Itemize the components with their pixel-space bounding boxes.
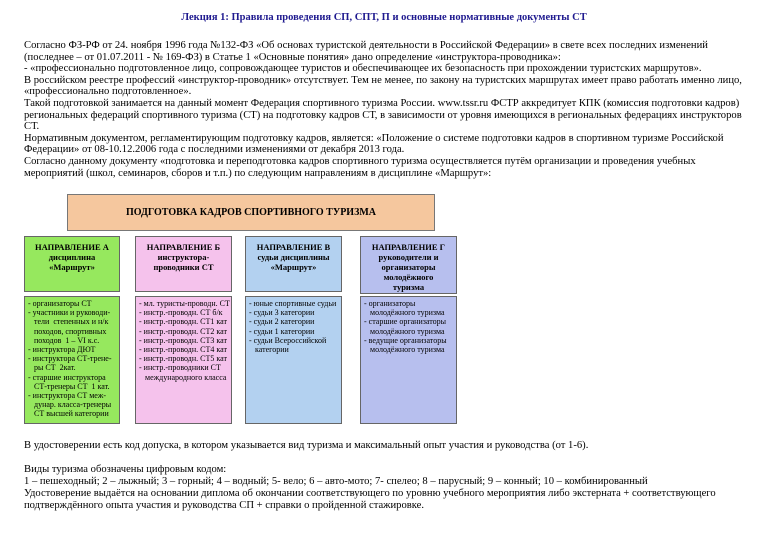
paragraph: Согласно ФЗ-РФ от 24. ноября 1996 года №132-ФЗ «Об основах туристской деятельности в Российской Федерации» в свете всех последних изменений (последнее – от 01.07.2011 - № 169-ФЗ) в Статье 1 «Основные понятия» дано определение «инструктора-проводника»: xyxy=(24,40,708,63)
heading-line: «Маршрут» xyxy=(49,262,95,272)
list-item: дунар. класса-тренеры xyxy=(28,400,112,410)
list-item: - юные спортивные судьи xyxy=(249,299,337,308)
intro-text xyxy=(24,40,746,179)
list-item: молодёжного туризма xyxy=(364,345,445,355)
heading-line: руководители и xyxy=(378,252,439,262)
list-item: - инстр.-проводн. СТ2 кат xyxy=(139,326,227,336)
list-item: - инстр.-проводники СТ xyxy=(139,363,221,373)
list-item: СТ-тренеры СТ 1 кат. xyxy=(28,381,110,391)
list-item: - участники и руководи- xyxy=(28,308,111,318)
paragraph: Нормативным документом, регламентирующим подготовку кадров, является: «Положение о системе подготовки кадров в спортивном туризме Российской Федерации» от 08-10.12.2006 года с последними изменениями от декабря 2013 года. xyxy=(24,132,724,156)
list-item: - инстр.-проводн. СТ1 кат xyxy=(139,317,227,327)
heading-line: НАПРАВЛЕНИЕ В xyxy=(256,242,331,252)
footer-paragraph: Виды туризма обозначены цифровым кодом: xyxy=(24,464,227,475)
direction-c-heading xyxy=(245,236,342,292)
footer-paragraph: В удостоверении есть код допуска, в котором указывается вид туризма и максимальный опыт участия и руководства (от 1-6). xyxy=(24,440,589,451)
list-item: - инструктора СТ-трене- xyxy=(28,354,112,364)
heading-line: организаторы xyxy=(381,262,436,272)
heading-line: дисциплина xyxy=(48,252,96,262)
list-item: - мл. туристы-проводн. СТ xyxy=(139,299,230,308)
footer-paragraph: Удостоверение выдаётся на основании диплома об окончании соответствующего по уровню учебного мероприятия либо экстерната + соответствующего подтверждённого опыта участия и руководства СП + справки о пройденной стажировке. xyxy=(24,488,716,511)
list-item: - инстр.-проводн. СТ3 кат xyxy=(139,335,227,345)
heading-line: инструктора- xyxy=(157,252,210,262)
list-item: - старшие организаторы xyxy=(364,317,447,327)
heading-line: молодёжного xyxy=(383,272,434,282)
list-item: молодёжного туризма xyxy=(364,308,445,318)
list-item: - инстр.-проводн. СТ4 кат xyxy=(139,345,227,355)
direction-c-list xyxy=(245,296,342,424)
heading-line: НАПРАВЛЕНИЕ Б xyxy=(146,242,221,252)
list-item: - инстр.-проводн. СТ5 кат xyxy=(139,354,227,364)
list-item: - ведущие организаторы xyxy=(364,335,447,345)
list-item: международного класса xyxy=(139,372,227,382)
paragraph: Согласно данному документу «подготовка и переподготовка кадров спортивного туризма осуществляется путём организации и проведения учебных мероприятий (школ, семинаров, сборов и т.п.) по следующим направлениям в дисциплине «Маршрут»: xyxy=(24,155,696,179)
list-item: - старшие инструктора xyxy=(28,372,106,382)
list-item: - судьи 1 категории xyxy=(249,326,315,336)
list-item: - организаторы xyxy=(364,299,416,308)
paragraph: - «профессионально подготовленное лицо, сопровождающее туристов и обеспечивающее их безопасность при прохождении туристских маршрутов». xyxy=(24,63,702,75)
direction-b-list xyxy=(135,296,232,424)
paragraph: В российском реестре профессий «инструктор-проводник» отсутствует. Тем не менее, по закону на туристских маршрутах имеет право работать именно лицо, «профессионально подготовленное». xyxy=(24,74,742,98)
list-item: - организаторы СТ xyxy=(28,299,92,308)
list-item: - инструктора СТ меж- xyxy=(28,391,107,401)
heading-line: туризма xyxy=(392,282,425,292)
list-item: походов 1 – VI к.с. xyxy=(28,335,100,345)
list-item: категории xyxy=(249,345,289,355)
list-item: - судьи 2 категории xyxy=(249,317,315,327)
heading-line: НАПРАВЛЕНИЕ А xyxy=(35,242,109,252)
direction-b-heading xyxy=(135,236,232,292)
list-item: СТ высшей категории xyxy=(28,409,109,419)
direction-d-heading xyxy=(360,236,457,294)
list-item: - инстр.-проводн. СТ б/к xyxy=(139,308,223,318)
footer-text xyxy=(24,440,746,452)
direction-d-list xyxy=(360,296,457,424)
list-item: - судьи Всероссийской xyxy=(249,335,327,345)
heading-line: «Маршрут» xyxy=(270,262,317,272)
list-item: молодёжного туризма xyxy=(364,326,445,336)
list-item: походов, спортивных xyxy=(28,326,107,336)
diagram-header: ПОДГОТОВКА КАДРОВ СПОРТИВНОГО ТУРИЗМА xyxy=(67,194,435,231)
heading-line: НАПРАВЛЕНИЕ Г xyxy=(371,242,446,252)
list-item: - инструктора ДЮТ xyxy=(28,345,96,355)
list-item: - судьи 3 категории xyxy=(249,308,315,318)
heading-line: проводники СТ xyxy=(153,262,214,272)
paragraph: Такой подготовкой занимается на данный момент Федерация спортивного туризма России. www.tssr.ru ФСТР аккредитует КПК (комиссия подготовки кадров) региональных федераций спортивного туризма (СТ) на подготовку кадров СТ, в зависимости от уровня имеющихся в региональных федерациях инструкторов СТ. xyxy=(24,97,742,133)
heading-line: судьи дисциплины xyxy=(257,252,330,262)
page-title: Лекция 1: Правила проведения СП, СПТ, П и основные нормативные документы СТ xyxy=(181,12,587,23)
footer-paragraph: 1 – пешеходный; 2 – лыжный; 3 – горный; 4 – водный; 5- вело; 6 – авто-мото; 7- спелео; 8 – парусный; 9 – конный; 10 – комбинированный xyxy=(24,476,648,487)
footer-text-2 xyxy=(24,464,746,512)
list-item: ры СТ 2кат. xyxy=(28,363,76,373)
direction-a-heading xyxy=(24,236,120,292)
direction-a-list xyxy=(24,296,120,424)
list-item: тели степенных и н/к xyxy=(28,317,109,327)
